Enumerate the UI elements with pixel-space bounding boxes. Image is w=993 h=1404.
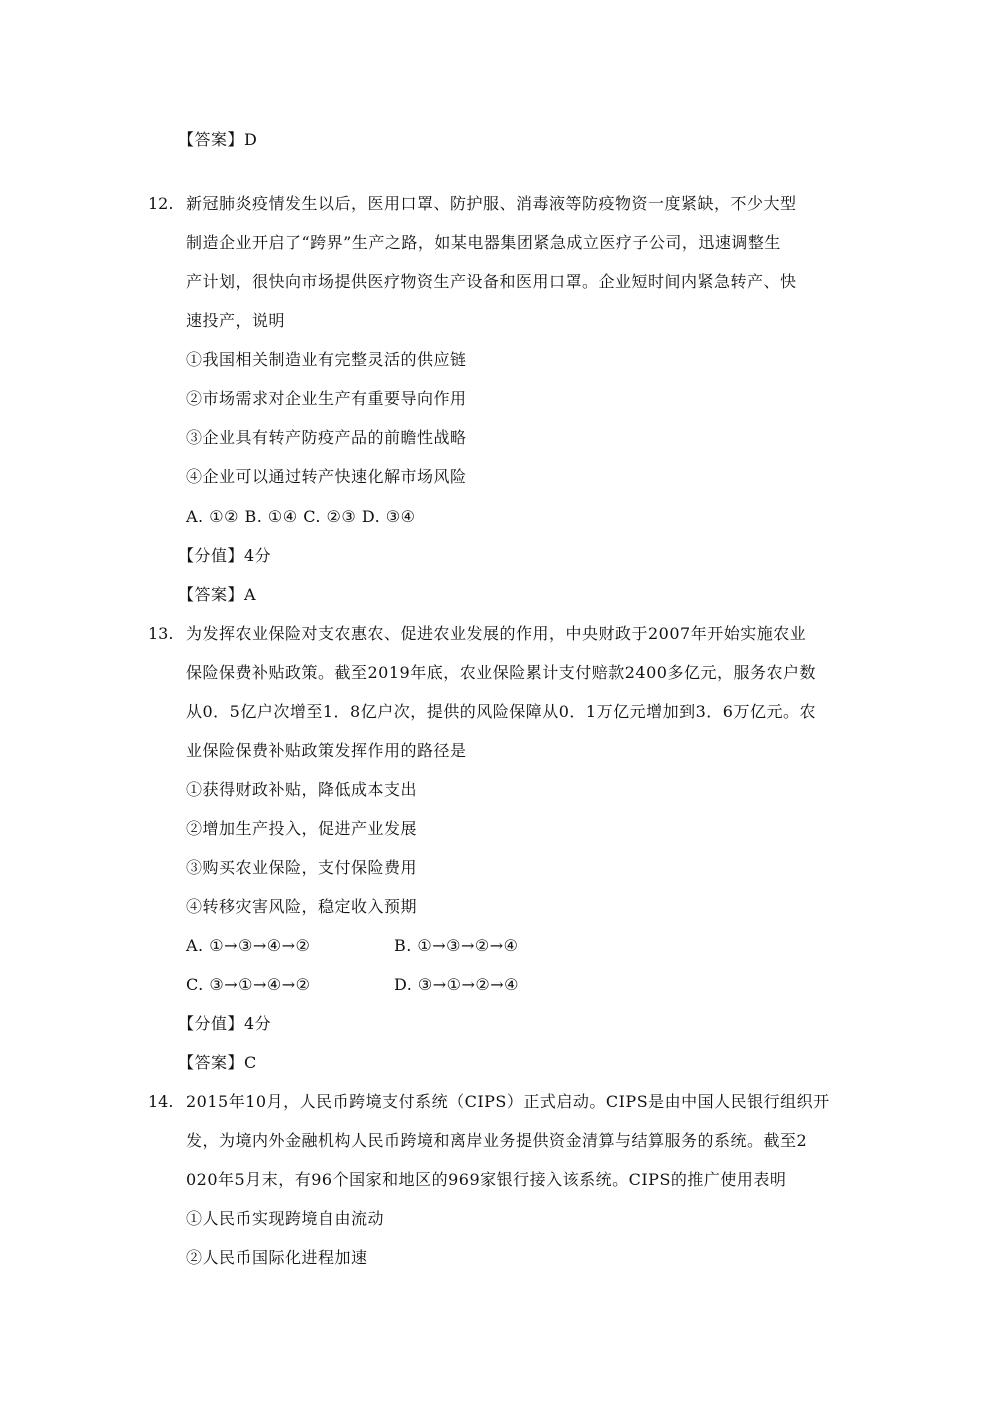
question-12-item-1: ①我国相关制造业有完整灵活的供应链 [186,350,467,369]
previous-answer: 【答案】D [178,130,258,149]
question-13-stem-line-3: 从0．5亿户次增至1．8亿户次，提供的风险保障从0．1万亿元增加到3．6万亿元。农 [186,702,816,721]
question-12-stem-line-1: 新冠肺炎疫情发生以后，医用口罩、防护服、消毒液等防疫物资一度紧缺，不少大型 [186,194,797,213]
question-12-item-2: ②市场需求对企业生产有重要导向作用 [186,389,467,408]
question-12-answer: 【答案】A [178,585,257,604]
question-13-option-a: A. ①→③→④→② [186,936,311,955]
question-13-item-3: ③购买农业保险，支付保险费用 [186,858,418,877]
question-13-number: 13. [148,624,174,643]
question-13-option-d: D. ③→①→②→④ [394,975,520,994]
question-12-score: 【分值】4分 [178,546,272,565]
question-12-stem-line-4: 速投产，说明 [186,311,286,330]
question-13-item-1: ①获得财政补贴，降低成本支出 [186,780,418,799]
question-12-item-4: ④企业可以通过转产快速化解市场风险 [186,467,467,486]
question-13-option-b: B. ①→③→②→④ [394,936,519,955]
question-14-number: 14. [148,1092,174,1111]
question-12-stem-line-2: 制造企业开启了“跨界”生产之路，如某电器集团紧急成立医疗子公司，迅速调整生 [186,233,781,252]
question-13-option-c: C. ③→①→④→② [186,975,311,994]
question-14-item-2: ②人民币国际化进程加速 [186,1248,368,1267]
question-13-item-2: ②增加生产投入，促进产业发展 [186,819,418,838]
question-12-options: A. ①② B. ①④ C. ②③ D. ③④ [186,507,416,526]
question-13-answer: 【答案】C [178,1053,257,1072]
question-12-stem-line-3: 产计划，很快向市场提供医疗物资生产设备和医用口罩。企业短时间内紧急转产、快 [186,272,797,291]
question-12-number: 12. [148,194,174,213]
question-14-stem-line-1: 2015年10月，人民币跨境支付系统（CIPS）正式启动。CIPS是由中国人民银行组织开 [186,1092,830,1111]
question-13-stem-line-1: 为发挥农业保险对支农惠农、促进农业发展的作用，中央财政于2007年开始实施农业 [186,624,807,643]
question-14-stem-line-2: 发，为境内外金融机构人民币跨境和离岸业务提供资金清算与结算服务的系统。截至2 [186,1131,808,1150]
question-13-stem-line-4: 业保险保费补贴政策发挥作用的路径是 [186,741,467,760]
question-13-item-4: ④转移灾害风险，稳定收入预期 [186,897,418,916]
question-14-stem-line-3: 020年5月末，有96个国家和地区的969家银行接入该系统。CIPS的推广使用表明 [186,1170,787,1189]
question-13-score: 【分值】4分 [178,1014,272,1033]
question-13-stem-line-2: 保险保费补贴政策。截至2019年底，农业保险累计支付赔款2400多亿元，服务农户数 [186,663,816,682]
question-12-item-3: ③企业具有转产防疫产品的前瞻性战略 [186,428,467,447]
question-14-item-1: ①人民币实现跨境自由流动 [186,1209,385,1228]
